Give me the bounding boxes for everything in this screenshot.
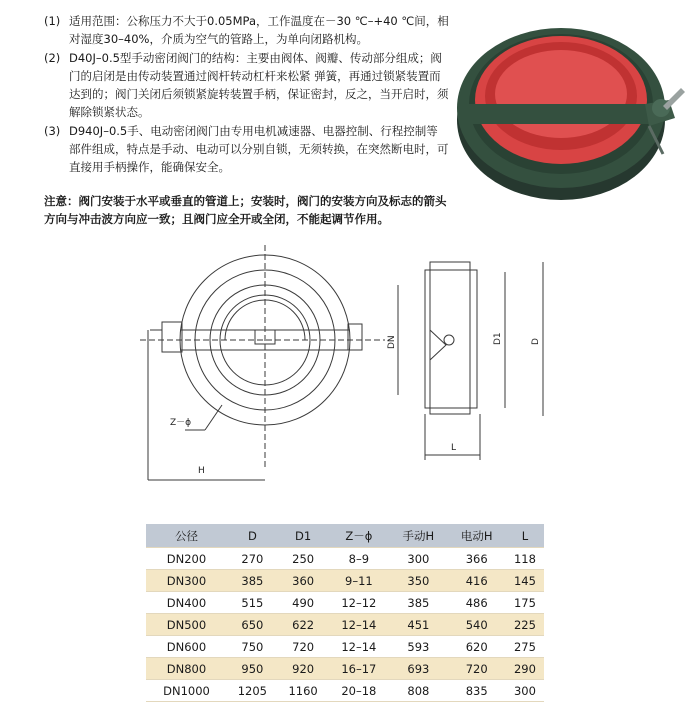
table-cell: 835 — [448, 680, 506, 702]
table-cell: 622 — [278, 614, 329, 636]
table-cell: 593 — [389, 636, 447, 658]
col-header: 电动H — [448, 524, 506, 548]
table-cell: 1205 — [227, 680, 278, 702]
table-cell: 12–12 — [329, 592, 390, 614]
table-row — [146, 592, 544, 614]
table-cell: 540 — [448, 614, 506, 636]
table-cell: 16–17 — [329, 658, 390, 680]
table-row — [146, 614, 544, 636]
table-cell: 270 — [227, 548, 278, 570]
table-cell: 250 — [278, 548, 329, 570]
table-cell: 620 — [448, 636, 506, 658]
table-cell: 275 — [506, 636, 544, 658]
l-label: L — [451, 443, 457, 453]
table-row — [146, 548, 544, 570]
col-header: D — [227, 524, 278, 548]
spec-text: 适用范围：公称压力不大于0.05MPa，工作温度在－30 ℃–+40 ℃间，相对湿度30–40%，介质为空气的管路上，为单向闭路机构。 — [69, 14, 449, 46]
table-cell: 8–9 — [329, 548, 390, 570]
installation-note: 注意：阀门安装于水平或垂直的管道上；安装时，阀门的安装方向及标志的箭头方向与冲击波方向应一致；且阀门应全开或全闭，不能起调节作用。 — [44, 194, 447, 226]
table-cell: 175 — [506, 592, 544, 614]
d-label: D — [531, 338, 541, 345]
table-cell: DN300 — [146, 570, 227, 592]
table-cell: DN200 — [146, 548, 227, 570]
table-cell: 490 — [278, 592, 329, 614]
table-cell: 20–18 — [329, 680, 390, 702]
col-header: Z－ϕ — [329, 524, 390, 548]
table-cell: 12–14 — [329, 614, 390, 636]
table-cell: 950 — [227, 658, 278, 680]
table-cell: 300 — [389, 548, 447, 570]
spec-text: D40J–0.5型手动密闭阀门的结构：主要由阀体、阀瓣、传动部分组成；阀门的启闭是由传动装置通过阀杆转动杠杆来松紧 弹簧，再通过锁紧装置而达到的；阀门关闭后须锁紧旋转装置手柄，保证密封，反之，当开启时，须解除锁紧状态。 — [69, 51, 449, 119]
h-label: H — [198, 466, 205, 476]
table-cell: 12–14 — [329, 636, 390, 658]
table-cell: 515 — [227, 592, 278, 614]
table-cell: 720 — [448, 658, 506, 680]
table-cell: DN800 — [146, 658, 227, 680]
table-cell: 9–11 — [329, 570, 390, 592]
table-cell: 808 — [389, 680, 447, 702]
table-cell: 1160 — [278, 680, 329, 702]
table-cell: 290 — [506, 658, 544, 680]
spec-text: D940J–0.5手、电动密闭阀门由专用电机减速器、电器控制、行程控制等部件组成，特点是手动、电动可以分别自锁，无须转换，在突然断电时，可直接用手柄操作，能确保安全。 — [69, 124, 449, 174]
table-cell: 693 — [389, 658, 447, 680]
dimension-table — [146, 524, 544, 702]
col-header: 手动H — [389, 524, 447, 548]
table-cell: 225 — [506, 614, 544, 636]
table-row — [146, 636, 544, 658]
table-cell: 118 — [506, 548, 544, 570]
table-cell: 650 — [227, 614, 278, 636]
table-cell: DN600 — [146, 636, 227, 658]
table-cell: DN400 — [146, 592, 227, 614]
table-cell: 920 — [278, 658, 329, 680]
table-cell: DN500 — [146, 614, 227, 636]
table-cell: 750 — [227, 636, 278, 658]
table-header-row — [146, 524, 544, 548]
table-cell: 720 — [278, 636, 329, 658]
table-cell: DN1000 — [146, 680, 227, 702]
table-cell: 145 — [506, 570, 544, 592]
d1-label: D1 — [493, 332, 503, 345]
col-header: D1 — [278, 524, 329, 548]
spec-number: (1) — [44, 14, 61, 28]
z-phi-label: Z－ϕ — [170, 418, 192, 428]
table-row — [146, 570, 544, 592]
table-row — [146, 658, 544, 680]
spec-number: (2) — [44, 51, 61, 65]
table-cell: 385 — [389, 592, 447, 614]
table-cell: 486 — [448, 592, 506, 614]
table-cell: 416 — [448, 570, 506, 592]
col-header: L — [506, 524, 544, 548]
table-cell: 300 — [506, 680, 544, 702]
dn-label: DN — [387, 335, 397, 349]
table-cell: 360 — [278, 570, 329, 592]
table-cell: 366 — [448, 548, 506, 570]
table-cell: 451 — [389, 614, 447, 636]
spec-number: (3) — [44, 124, 61, 138]
col-header: 公径 — [146, 524, 227, 548]
table-cell: 350 — [389, 570, 447, 592]
table-row — [146, 680, 544, 702]
table-cell: 385 — [227, 570, 278, 592]
